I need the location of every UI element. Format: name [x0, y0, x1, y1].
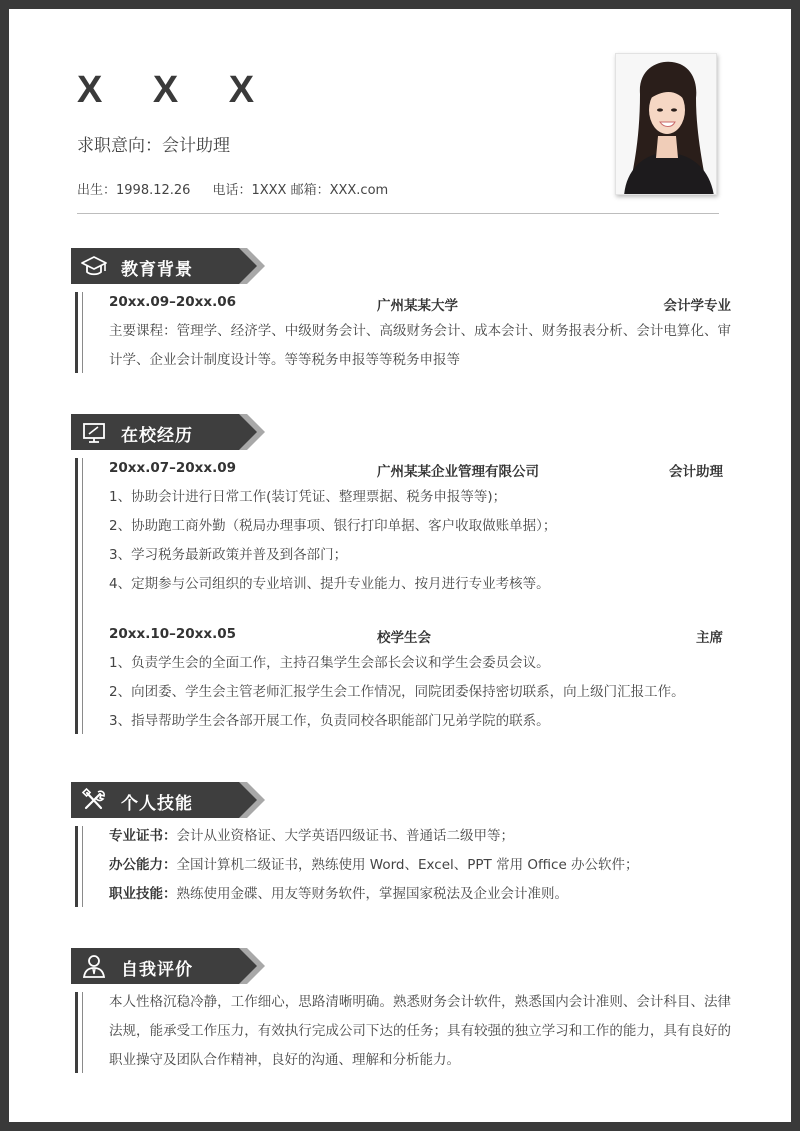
exp1-role: 会计助理	[669, 464, 723, 480]
skills-body	[71, 822, 731, 909]
resume-page	[9, 9, 791, 1122]
campus-exp1-row	[109, 454, 731, 483]
candidate-name: X X X	[77, 69, 275, 111]
education-period: 20xx.09–20xx.06	[109, 294, 236, 310]
profile-photo	[615, 53, 717, 195]
exp2-item: 3、指导帮助学生会各部开展工作，负责同校各职能部门兄弟学院的联系。	[109, 713, 550, 729]
exp1-period: 20xx.07–20xx.09	[109, 460, 236, 476]
email: 邮箱：XXX.com	[290, 183, 389, 198]
skill-label: 职业技能：	[109, 886, 177, 902]
skill-text: 会计从业资格证、大学英语四级证书、普通话二级甲等；	[176, 828, 514, 844]
campus-title: 在校经历	[121, 426, 193, 446]
education-row	[109, 288, 731, 317]
header-divider	[77, 213, 719, 214]
campus-body	[71, 454, 731, 736]
skills-title: 个人技能	[121, 794, 193, 814]
exp2-role: 主席	[696, 630, 723, 646]
campus-exp2-row	[109, 620, 731, 649]
exp1-item: 2、协助跑工商外勤（税局办理事项、银行打印单据、客户收取做账单据）；	[109, 518, 557, 534]
self-eval-header	[71, 948, 731, 984]
exp2-item: 2、向团委、学生会主管老师汇报学生会工作情况，同院团委保持密切联系，向上级门汇报工作。	[109, 684, 685, 700]
campus-header	[71, 414, 731, 450]
exp1-item: 3、学习税务最新政策并普及到各部门；	[109, 547, 348, 563]
skill-item	[109, 851, 731, 880]
self-eval-title: 自我评价	[121, 960, 193, 980]
education-section	[71, 248, 731, 375]
exp1-org: 广州某某企业管理有限公司	[377, 464, 539, 480]
skill-label: 办公能力：	[109, 857, 177, 873]
exp2-item: 1、负责学生会的全面工作，主持召集学生会部长会议和学生会委员会议。	[109, 655, 550, 671]
birth-date: 出生：1998.12.26	[77, 183, 191, 198]
education-header	[71, 248, 731, 284]
self-eval-section	[71, 948, 731, 1075]
phone: 电话：1XXX	[212, 183, 287, 198]
self-eval-text: 本人性格沉稳冷静，工作细心，思路清晰明确。熟悉财务会计软件，熟悉国内会计准则、会计科目、法律法规，能承受工作压力，有效执行完成公司下达的任务；具有较强的独立学习和工作的能力，具有良好的职业操守及团队合作精神，良好的沟通、理解和分析能力。	[109, 994, 731, 1068]
person-icon	[79, 952, 109, 980]
skill-text: 熟练使用金碟、用友等财务软件，掌握国家税法及企业会计准则。	[176, 886, 568, 902]
education-body	[71, 288, 731, 375]
education-school: 广州某某大学	[377, 298, 458, 314]
skill-item	[109, 880, 731, 909]
education-courses: 主要课程：管理学、经济学、中级财务会计、高级财务会计、成本会计、财务报表分析、会计电算化、审计学、企业会计制度设计等。等等税务申报等等税务申报等	[109, 323, 731, 368]
skill-label: 专业证书：	[109, 828, 177, 844]
skills-section	[71, 782, 731, 909]
exp1-item: 4、定期参与公司组织的专业培训、提升专业能力、按月进行专业考核等。	[109, 576, 550, 592]
skill-item	[109, 822, 731, 851]
monitor-icon	[79, 418, 109, 446]
job-objective: 求职意向：会计助理	[77, 136, 230, 156]
tools-icon	[79, 786, 109, 814]
self-eval-body	[71, 988, 731, 1075]
campus-section	[71, 414, 731, 736]
skills-header	[71, 782, 731, 818]
contact-line	[77, 179, 388, 198]
skill-text: 全国计算机二级证书，熟练使用 Word、Excel、PPT 常用 Office 办公软件；	[176, 857, 639, 873]
education-major: 会计学专业	[663, 298, 731, 314]
exp2-org: 校学生会	[377, 630, 431, 646]
education-title: 教育背景	[121, 260, 193, 280]
exp2-period: 20xx.10–20xx.05	[109, 626, 236, 642]
graduation-cap-icon	[79, 252, 109, 280]
exp1-item: 1、协助会计进行日常工作(装订凭证、整理票据、税务申报等等)；	[109, 489, 507, 505]
